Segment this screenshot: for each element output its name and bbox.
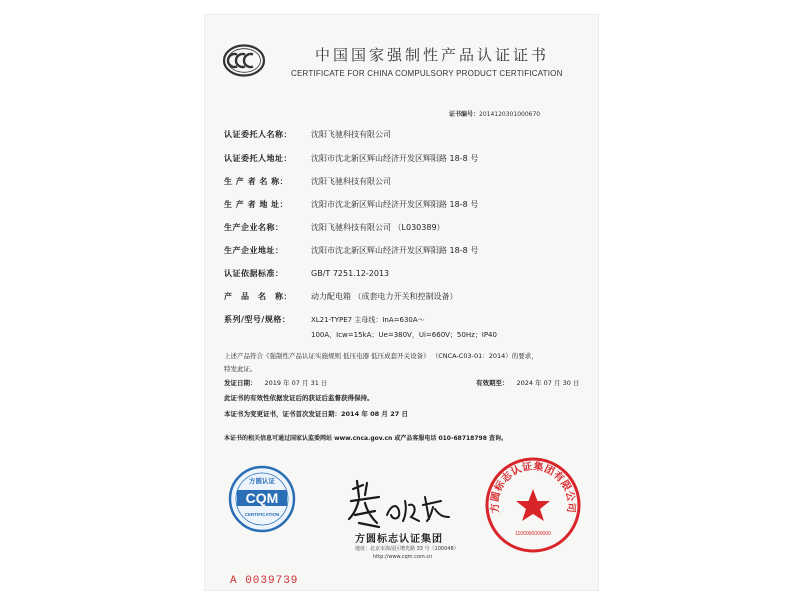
field-label: 生 产 者 地 址： <box>224 200 289 209</box>
expiry-date-label: 有效期至： <box>476 379 509 387</box>
note-change: 本证书为变更证书，证书首次发证日期：2014 年 08 月 27 日 <box>224 410 408 418</box>
serial-number: A 0039739 <box>230 575 299 587</box>
issue-date <box>224 378 327 387</box>
field-value: 沈阳市沈北新区辉山经济开发区辉阳路 18-8 号 <box>311 200 479 209</box>
field-label: 生产企业名称： <box>224 223 284 232</box>
field-row <box>224 268 389 279</box>
cqm-logo <box>228 465 296 533</box>
conformity-line1: 上述产品符合《强制性产品认证实施规则 低压电器 低压成套开关设备》 （CNCA-C03-01：2014）的要求， <box>224 352 538 360</box>
star-icon <box>516 489 550 521</box>
field-row <box>224 153 478 164</box>
field-value: GB/T 7251.12-2013 <box>311 269 390 278</box>
field-label: 认证委托人地址： <box>224 154 292 163</box>
field-row <box>224 291 458 302</box>
issue-date-value: 2019 年 07 月 31 日 <box>264 379 328 387</box>
certificate-number <box>449 109 540 118</box>
field-value: 沈阳飞驰科技有限公司 <box>311 177 391 186</box>
cqm-logo-top: 方圆认证 <box>249 478 275 485</box>
field-label: 认证委托人名称： <box>224 130 292 139</box>
footer-address: 地址：北京市海淀区增光路 33 号（100048） <box>355 546 459 552</box>
expiry-date <box>476 378 579 387</box>
field-label: 产 品 名 称： <box>224 292 292 301</box>
spec-continuation: 100A，Icw=15kA；Ue=380V，Ui=660V；50Hz；IP40 <box>311 331 497 339</box>
field-row <box>224 222 445 233</box>
certificate-page <box>205 15 598 590</box>
field-value: 沈阳飞驰科技有限公司 <box>311 130 391 139</box>
certificate-title-cn: 中国国家强制性产品认证证书 <box>315 46 550 64</box>
note-validity: 此证书的有效性依据发证后的获证后监督获得保持。 <box>224 394 374 402</box>
certificate-number-label: 证书编号： <box>449 111 480 118</box>
issue-date-label: 发证日期： <box>224 379 257 387</box>
note-inquiry: 本证书的相关信息可通过国家认监委网站 www.cnca.gov.cn 或产品客服电话 010-68718798 查询。 <box>224 435 507 442</box>
expiry-date-value: 2024 年 07 月 30 日 <box>516 379 580 387</box>
field-row <box>224 176 391 187</box>
field-row <box>224 129 391 140</box>
field-value: 沈阳市沈北新区辉山经济开发区辉阳路 18-8 号 <box>311 246 479 255</box>
signature <box>345 475 455 535</box>
field-row <box>224 314 425 325</box>
field-label: 系列/型号/规格： <box>224 315 291 324</box>
footer-website: http://www.cqm.com.cn <box>373 554 433 560</box>
field-label: 认证依据标准： <box>224 269 284 278</box>
footer-org: 方圆标志认证集团 <box>355 534 443 545</box>
field-row <box>224 199 478 210</box>
company-seal <box>483 455 583 555</box>
conformity-line2: 特发此证。 <box>224 365 257 373</box>
cqm-logo-bottom: CERTIFICATION <box>244 512 280 517</box>
certificate-title-en: CERTIFICATE FOR CHINA COMPULSORY PRODUCT CERTIFICATION <box>291 69 563 78</box>
certificate-number-value: 2014120301000670 <box>479 111 541 118</box>
field-row <box>224 245 478 256</box>
field-value: 动力配电箱 （成套电力开关和控制设备） <box>311 292 458 301</box>
seal-number: 1100000000000 <box>515 531 551 537</box>
field-value: XL21-TYPE7 主母线：InA=630A～ <box>311 316 425 324</box>
cqm-logo-main: CQM <box>245 490 279 506</box>
field-label: 生 产 者 名 称： <box>224 177 289 186</box>
field-value: 沈阳飞驰科技有限公司 （L030389） <box>311 223 445 232</box>
field-label: 生产企业地址： <box>224 246 284 255</box>
seal-text: 方圆标志认证集团有限公司 <box>489 461 577 514</box>
ccc-mark-icon <box>222 44 266 77</box>
field-value: 沈阳市沈北新区辉山经济开发区辉阳路 18-8 号 <box>311 154 479 163</box>
